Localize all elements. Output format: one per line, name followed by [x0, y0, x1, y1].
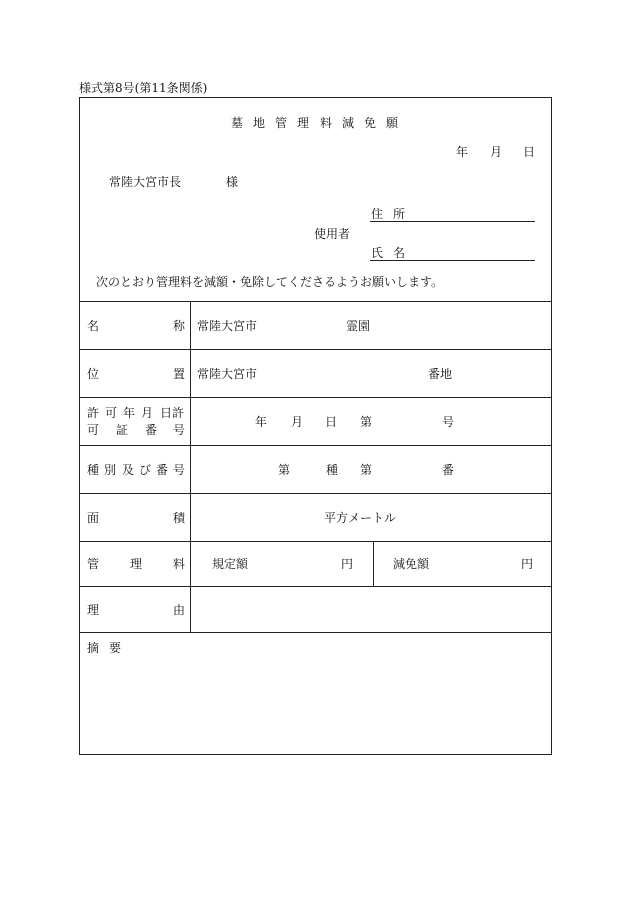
- row-label-char: 称: [173, 319, 186, 333]
- address-label-char: 住: [371, 207, 384, 221]
- row-label-char: 号: [173, 463, 186, 477]
- address-label-char: 所: [393, 207, 406, 221]
- row-label-char: 証: [116, 423, 129, 437]
- user-role-label: 使用者: [314, 227, 351, 241]
- standard-fee-unit[interactable]: 円: [341, 557, 354, 571]
- divider: [80, 541, 551, 542]
- row-label-char: 可: [105, 406, 118, 420]
- addressee-honorific: 様: [226, 175, 239, 189]
- date-year: 年: [456, 145, 469, 159]
- row-label-char: 日許: [160, 406, 185, 420]
- permit-no-prefix: 第: [360, 415, 373, 429]
- permit-month[interactable]: 月: [291, 415, 304, 429]
- remarks-field[interactable]: [82, 658, 548, 752]
- title-char: 料: [320, 116, 333, 130]
- row-label-char: 面: [87, 511, 100, 525]
- title-char: 免: [364, 116, 377, 130]
- application-form: [79, 97, 552, 755]
- row-label-char: 可: [87, 423, 100, 437]
- row-label-char: 由: [173, 603, 186, 617]
- divider: [80, 397, 551, 398]
- reason-field[interactable]: [192, 588, 550, 631]
- divider: [80, 632, 551, 633]
- name-label-char: 氏: [371, 246, 384, 260]
- statement-text: 次のとおり管理料を減額・免除してくださるようお願いします。: [96, 275, 444, 289]
- standard-fee-label: 規定額: [212, 557, 249, 571]
- row-label-char: び: [139, 463, 152, 477]
- reduced-fee-unit[interactable]: 円: [521, 557, 534, 571]
- divider: [80, 586, 551, 587]
- location-suffix[interactable]: 番地: [428, 367, 453, 381]
- permit-no-suffix[interactable]: 号: [442, 415, 455, 429]
- title-char: 減: [342, 116, 355, 130]
- fee-column-divider: [373, 541, 374, 586]
- type-prefix: 第: [278, 463, 291, 477]
- title-char: 理: [297, 116, 310, 130]
- row-label-char: 理: [87, 603, 100, 617]
- area-unit[interactable]: 平方メートル: [324, 511, 397, 525]
- row-label-char: 位: [87, 367, 100, 381]
- divider: [80, 493, 551, 494]
- label-column-divider: [190, 301, 191, 632]
- date-month: 月: [490, 145, 503, 159]
- divider: [80, 301, 551, 302]
- row-label-char: 積: [173, 511, 186, 525]
- name-label-char: 名: [393, 246, 406, 260]
- row-label-char: 置: [173, 367, 186, 381]
- row-label-char: 月: [141, 406, 154, 420]
- row-label-char: 名: [87, 319, 100, 333]
- reduced-fee-label: 減免額: [393, 557, 430, 571]
- row-label-char: 許: [87, 406, 100, 420]
- row-label-char: 号: [173, 423, 186, 437]
- row-label-char: 年: [123, 406, 136, 420]
- divider: [80, 349, 551, 350]
- row-label-char: 要: [109, 641, 122, 655]
- row-label-char: 摘: [87, 641, 100, 655]
- name-line[interactable]: [370, 260, 535, 261]
- number-suffix[interactable]: 番: [442, 463, 455, 477]
- title-char: 願: [386, 116, 399, 130]
- row-label-char: 種: [87, 463, 100, 477]
- row-label-char: 及: [122, 463, 135, 477]
- permit-day[interactable]: 日: [325, 415, 338, 429]
- divider: [80, 445, 551, 446]
- row-label-char: 料: [173, 557, 186, 571]
- title-char: 地: [253, 116, 266, 130]
- row-label-char: 番: [145, 423, 158, 437]
- address-line[interactable]: [370, 221, 535, 222]
- name-suffix[interactable]: 霊園: [346, 319, 371, 333]
- location-city: 常陸大宮市: [197, 367, 258, 381]
- permit-year[interactable]: 年: [255, 415, 268, 429]
- addressee: 常陸大宮市長: [109, 175, 182, 189]
- title-char: 管: [275, 116, 288, 130]
- name-city: 常陸大宮市: [197, 319, 258, 333]
- row-label-char: 管: [87, 557, 100, 571]
- row-label-char: 理: [130, 557, 143, 571]
- number-prefix: 第: [360, 463, 373, 477]
- type-suffix[interactable]: 種: [326, 463, 339, 477]
- row-label-char: 番: [156, 463, 169, 477]
- row-label-char: 別: [104, 463, 117, 477]
- date-day: 日: [523, 145, 536, 159]
- title-char: 墓: [231, 116, 244, 130]
- form-number-label: 様式第8号(第11条関係): [79, 81, 208, 95]
